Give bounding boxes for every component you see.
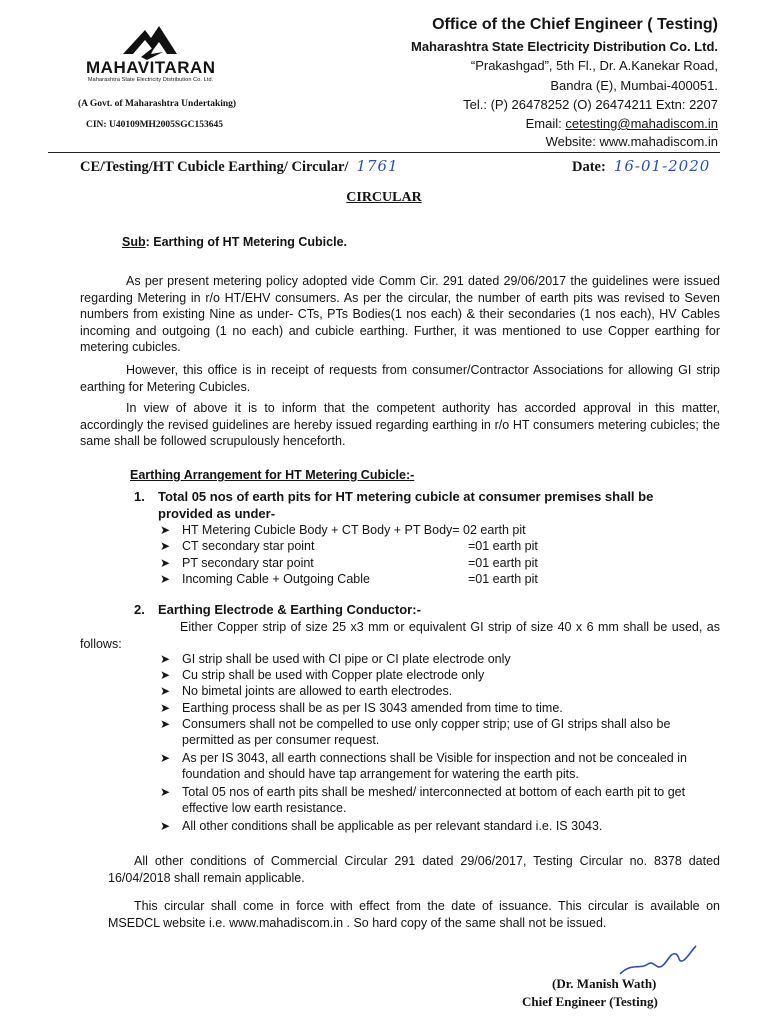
date-line (572, 157, 710, 176)
address-line-1: “Prakashgad”, 5th Fl., Dr. A.Kanekar Road, (470, 58, 718, 73)
signatory-name: (Dr. Manish Wath) (552, 976, 657, 991)
arrowhead-bullet-icon: ➤ (160, 701, 171, 715)
handwritten-circular-number: 1761 (356, 157, 399, 175)
govt-undertaking: (A Govt. of Maharashtra Undertaking) (78, 99, 237, 109)
section-1-number: 1. (134, 489, 145, 504)
arrowhead-bullet-icon: ➤ (160, 539, 171, 553)
list-item-text: Consumers shall not be compelled to use only copper strip; use of GI strips shall also be permitted as per consumer request. (182, 717, 671, 747)
body-paragraph-3: In view of above it is to inform that the competent authority has accorded approval in this matter, accordingly the revised guidelines are hereby issued regarding earthing in r/o HT consumers metering cubicles; the same shall be followed scrupulously henceforth. (80, 401, 720, 448)
list-item-text: No bimetal joints are allowed to earth electrodes. (182, 684, 453, 698)
list-item (160, 784, 720, 816)
arrowhead-bullet-icon: ➤ (160, 556, 171, 570)
list-item (160, 571, 720, 587)
list-item-text: CT secondary star point (182, 539, 315, 553)
list-item (160, 750, 720, 782)
list-item (160, 538, 720, 554)
arrowhead-bullet-icon: ➤ (160, 668, 171, 682)
list-item-text: HT Metering Cubicle Body + CT Body + PT Body= 02 earth pit (182, 523, 526, 537)
body-paragraph-2: However, this office is in receipt of requests from consumer/Contractor Associations for allowing GI strip earthing for Metering Cubicles. (80, 363, 720, 394)
arrowhead-bullet-icon: ➤ (160, 572, 171, 586)
arrowhead-bullet-icon: ➤ (160, 717, 171, 731)
list-item-value: =01 earth pit (468, 556, 538, 570)
office-title: Office of the Chief Engineer ( Testing) (432, 16, 718, 33)
section-2-number: 2. (134, 602, 145, 617)
subject-label: Sub (122, 235, 146, 249)
email-label: Email: (525, 116, 566, 131)
list-item-text: GI strip shall be used with CI pipe or CI plate electrode only (182, 652, 511, 666)
section-2-title-text: Earthing Electrode & Earthing Conductor:- (158, 602, 421, 617)
subject-text: : Earthing of HT Metering Cubicle. (145, 235, 348, 249)
list-item (160, 667, 720, 683)
list-item-value: =01 earth pit (468, 572, 538, 586)
address-line-2: Bandra (E), Mumbai-400051. (550, 78, 718, 93)
signatory-title: Chief Engineer (Testing) (522, 994, 658, 1009)
company-name: Maharashtra State Electricity Distribution Co. Ltd. (411, 39, 718, 54)
list-item-text: All other conditions shall be applicable as per relevant standard i.e. IS 3043. (182, 819, 603, 833)
date-label: Date: (572, 159, 606, 175)
section-2-title (134, 601, 720, 618)
arrowhead-bullet-icon: ➤ (160, 785, 171, 799)
reference-label: CE/Testing/HT Cubicle Earthing/ Circular/ (80, 159, 349, 175)
document-heading (0, 190, 768, 206)
arrowhead-bullet-icon: ➤ (160, 819, 171, 833)
arrowhead-bullet-icon: ➤ (160, 684, 171, 698)
closing-paragraph-2: This circular shall come in force with effect from the date of issuance. This circular is available on MSEDCL website i.e. www.mahadiscom.in . So hard copy of the same shall not be issued. (108, 899, 720, 930)
mahavitaran-logo (115, 24, 185, 60)
list-item (160, 818, 720, 834)
heading-text: CIRCULAR (346, 190, 422, 205)
website-line: Website: www.mahadiscom.in (545, 134, 718, 149)
list-item-text: Earthing process shall be as per IS 3043 amended from time to time. (182, 701, 563, 715)
phone-numbers: Tel.: (P) 26478252 (O) 26474211 Extn: 2207 (463, 97, 718, 112)
body-paragraph-1: As per present metering policy adopted vide Comm Cir. 291 dated 29/06/2017 the guidelines were issued regarding Metering in r/o HT/EHV consumers. As per the circular, the number of earth pits was revised to Seven numbers from existing Nine as under- CTs, PTs Bodies(1 nos each) & their secondaries (1 nos each), HV Cables incoming and outgoing (1 no each) and cubicle earthing. Further, it was mentioned to use Copper earthing for metering cubicles. (80, 274, 720, 354)
section-1-title-line-1: Total 05 nos of earth pits for HT metering cubicle at consumer premises shall be (158, 489, 654, 504)
arrowhead-bullet-icon: ➤ (160, 751, 171, 765)
arrowhead-bullet-icon: ➤ (160, 523, 171, 537)
list-item (160, 522, 720, 538)
list-item-text: Total 05 nos of earth pits shall be meshed/ interconnected at bottom of each earth pit to get effective low earth resistance. (182, 785, 686, 815)
list-item-text: PT secondary star point (182, 556, 314, 570)
list-item-text: Cu strip shall be used with Copper plate electrode only (182, 668, 485, 682)
brand-name: MAHAVITARAN (86, 58, 216, 77)
closing-paragraph-1: All other conditions of Commercial Circular 291 dated 29/06/2017, Testing Circular no. 8378 dated 16/04/2018 shall remain applicable. (108, 854, 720, 885)
list-item (160, 555, 720, 571)
section-1-title-line-2: provided as under- (158, 506, 276, 521)
list-item-value: =01 earth pit (468, 539, 538, 553)
list-item (160, 683, 720, 699)
list-item-text: Incoming Cable + Outgoing Cable (182, 572, 370, 586)
header-divider (48, 152, 720, 153)
email-line (526, 116, 718, 131)
list-item (160, 716, 720, 748)
brand-subtitle: Maharashtra State Electricity Distribution Co. Ltd. (88, 77, 214, 83)
cin-number: CIN: U40109MH2005SGC153645 (86, 120, 223, 130)
email-link[interactable]: cetesting@mahadiscom.in (565, 116, 718, 131)
handwritten-date: 16-01-2020 (613, 157, 711, 175)
arrowhead-bullet-icon: ➤ (160, 652, 171, 666)
subject-line (122, 235, 347, 249)
signature-scrawl (610, 940, 700, 980)
list-item (160, 700, 720, 716)
reference-line (80, 157, 399, 176)
section-1-title (134, 488, 720, 522)
earthing-arrangement-heading: Earthing Arrangement for HT Metering Cubicle:- (130, 468, 415, 482)
list-item (160, 651, 720, 667)
section-2-intro: Either Copper strip of size 25 x3 mm or equivalent GI strip of size 40 x 6 mm shall be used, as follows: (80, 620, 720, 651)
list-item-text: As per IS 3043, all earth connections shall be Visible for inspection and not be concealed in foundation and should have tap arrangement for watering the earth pits. (182, 751, 687, 781)
